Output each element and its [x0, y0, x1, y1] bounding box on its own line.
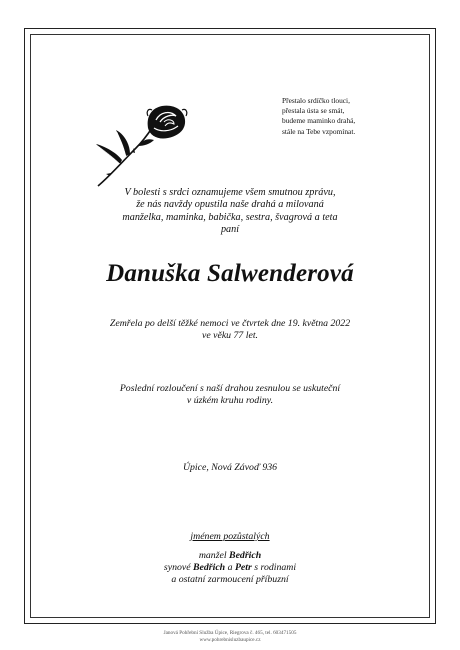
mourner-name: Bedřich [229, 550, 262, 561]
rose-icon [90, 98, 190, 190]
announcement-line: že nás navždy opustila naše drahá a milovaná [136, 199, 324, 211]
deceased-name: Danuška Salwenderová [106, 260, 354, 287]
motto-verse [282, 96, 422, 137]
motto-line: budeme maminko drahá, [282, 116, 356, 126]
announcement-line: paní [220, 224, 240, 236]
mourner-line-2 [36, 562, 424, 574]
mourner-name: Bedřich [193, 561, 226, 573]
behalf-heading [36, 531, 424, 543]
footer-line: Janová Pohřební Služba Úpice, Riegrova č. 465, tel. 603471505 [163, 630, 297, 636]
mourner-suffix: s rodinami [251, 561, 297, 573]
death-line: Zemřela po delší těžké nemoci ve čtvrtek dne 19. května 2022 [109, 318, 351, 329]
funeral-notice [36, 383, 424, 408]
footer-link: www.pohrebnisluzbaupice.cz [199, 636, 261, 643]
announcement-line: V bolesti s srdci oznamujeme všem smutnou zprávu, [124, 187, 336, 198]
mourner-name: Petr [234, 561, 252, 573]
mourners-list [36, 550, 424, 585]
mourner-line-1 [36, 550, 424, 562]
announcement-line: manželka, maminka, babička, sestra, švagrová a teta [122, 211, 338, 223]
mourner-line-3: a ostatní zarmoucení příbuzní [171, 573, 289, 585]
behalf-label: jménem pozůstalých [190, 531, 270, 542]
announcement-text [36, 187, 424, 237]
mourner-relation: synové [163, 561, 194, 573]
death-notice [36, 318, 424, 343]
funeral-line: Poslední rozloučení s naší drahou zesnulou se uskuteční [119, 383, 341, 394]
address-line: Úpice, Nová Závoď 936 [182, 462, 278, 473]
funeral-line: v úzkém kruhu rodiny. [186, 395, 274, 407]
funeral-service-footer [36, 630, 424, 643]
motto-line: Přestalo srdíčko tlouci, [282, 96, 350, 105]
mourner-conjunction: a [225, 561, 235, 573]
death-line: ve věku 77 let. [201, 330, 259, 342]
mourner-relation: manžel [198, 550, 230, 561]
motto-line: přestala ústa se smát, [282, 106, 345, 116]
motto-line: stále na Tebe vzpomínat. [282, 126, 356, 136]
